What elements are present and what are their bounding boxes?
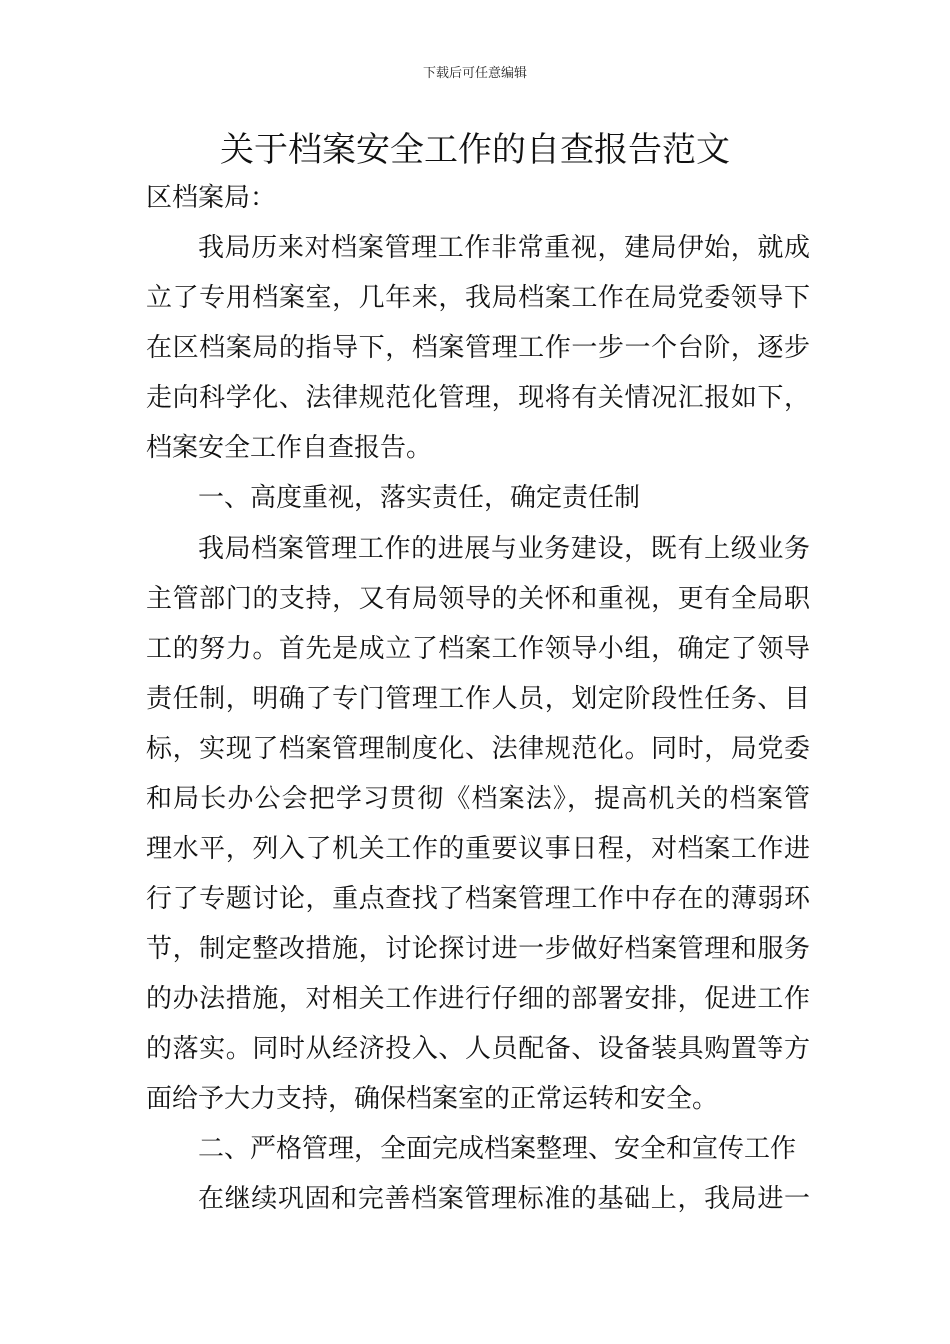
paragraph-line: 面给予大力支持，确保档案室的正常运转和安全。	[146, 1084, 719, 1114]
paragraph-line: 我局历来对档案管理工作非常重视，建局伊始，就成	[198, 233, 810, 263]
salutation: 区档案局：	[146, 183, 277, 213]
paragraph-line: 责任制，明确了专门管理工作人员，划定阶段性任务、目	[146, 684, 810, 714]
paragraph-line: 和局长办公会把学习贯彻《档案法》，提高机关的档案管	[146, 784, 810, 814]
paragraph-line: 立了专用档案室，几年来，我局档案工作在局党委领导下	[146, 283, 810, 313]
paragraph-line: 标，实现了档案管理制度化、法律规范化。同时，局党委	[146, 734, 810, 764]
page-header-note: 下载后可任意编辑	[422, 66, 527, 81]
section-heading-1: 一、高度重视，落实责任，确定责任制	[198, 483, 641, 513]
paragraph-line: 走向科学化、法律规范化管理，现将有关情况汇报如下，	[146, 383, 810, 413]
paragraph-line: 工的努力。首先是成立了档案工作领导小组，确定了领导	[146, 634, 810, 664]
document-title: 关于档案安全工作的自查报告范文	[220, 130, 730, 170]
paragraph-line: 行了专题讨论，重点查找了档案管理工作中存在的薄弱环	[146, 884, 810, 914]
paragraph-line: 我局档案管理工作的进展与业务建设，既有上级业务	[198, 534, 810, 564]
paragraph-line: 理水平，列入了机关工作的重要议事日程，对档案工作进	[146, 834, 810, 864]
section-heading-2: 二、严格管理，全面完成档案整理、安全和宣传工作	[198, 1134, 797, 1164]
paragraph-line: 节，制定整改措施，讨论探讨进一步做好档案管理和服务	[146, 934, 810, 964]
paragraph-line: 的落实。同时从经济投入、人员配备、设备装具购置等方	[146, 1034, 810, 1064]
paragraph-line: 在区档案局的指导下，档案管理工作一步一个台阶，逐步	[146, 333, 810, 363]
paragraph-line: 的办法措施，对相关工作进行仔细的部署安排，促进工作	[146, 984, 810, 1014]
paragraph-line: 在继续巩固和完善档案管理标准的基础上，我局进一	[198, 1184, 810, 1214]
paragraph-line: 主管部门的支持，又有局领导的关怀和重视，更有全局职	[146, 584, 810, 614]
paragraph-line: 档案安全工作自查报告。	[146, 433, 433, 463]
